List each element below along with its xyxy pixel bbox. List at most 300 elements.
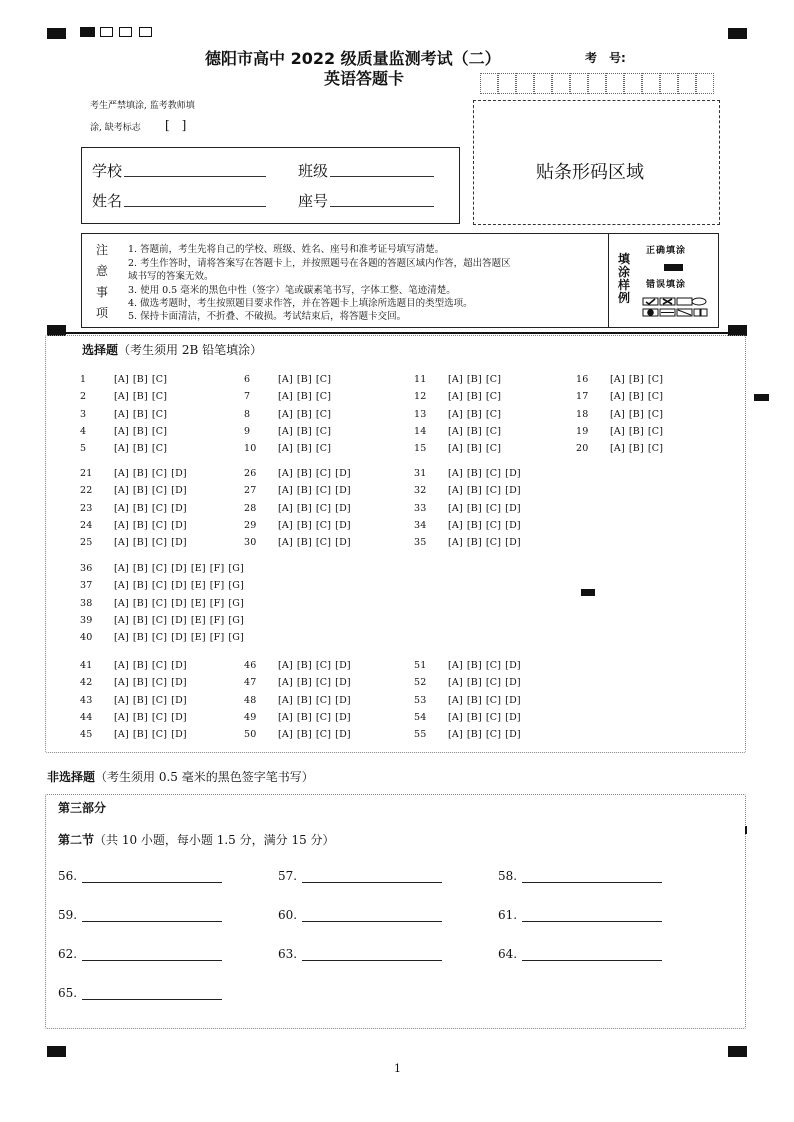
option-bubble-b[interactable]: [B] bbox=[466, 660, 482, 671]
option-bubble-d[interactable]: [D] bbox=[335, 711, 351, 723]
option-bubble-b[interactable]: [B] bbox=[628, 425, 644, 437]
option-bubble-a[interactable]: [A] bbox=[114, 729, 129, 741]
exam-title: 德阳市高中 2022 级质量监测考试（二） bbox=[205, 49, 501, 68]
option-bubble-b[interactable]: [B] bbox=[296, 391, 312, 403]
option-bubble-a[interactable]: [A] bbox=[448, 711, 463, 723]
option-bubble-a[interactable]: [A] bbox=[278, 694, 293, 706]
option-bubble-c[interactable]: [C] bbox=[151, 614, 168, 626]
option-bubble-a[interactable]: [A] bbox=[114, 660, 129, 671]
option-bubble-a[interactable]: [A] bbox=[278, 729, 293, 741]
option-bubble-g[interactable]: [G] bbox=[228, 614, 244, 626]
answer-line[interactable] bbox=[302, 921, 442, 922]
option-bubble-c[interactable]: [C] bbox=[315, 374, 332, 385]
option-bubble-b[interactable]: [B] bbox=[132, 468, 148, 479]
option-bubble-a[interactable]: [A] bbox=[278, 391, 293, 403]
option-bubble-d[interactable]: [D] bbox=[171, 597, 187, 609]
question-row bbox=[80, 426, 171, 437]
question-number: 1 bbox=[80, 374, 87, 385]
option-bubble-a[interactable]: [A] bbox=[278, 374, 293, 385]
option-bubble-c[interactable]: [C] bbox=[485, 677, 502, 689]
option-bubble-c[interactable]: [C] bbox=[315, 502, 332, 514]
option-bubble-b[interactable]: [B] bbox=[466, 425, 482, 437]
option-bubble-b[interactable]: [B] bbox=[628, 443, 644, 455]
option-bubble-a[interactable]: [A] bbox=[278, 677, 293, 689]
answer-line[interactable] bbox=[302, 882, 442, 883]
option-bubble-g[interactable]: [G] bbox=[228, 580, 244, 592]
option-bubble-a[interactable]: [A] bbox=[278, 468, 293, 479]
option-bubble-a[interactable]: [A] bbox=[114, 632, 129, 644]
option-bubble-c[interactable]: [C] bbox=[151, 443, 168, 455]
answer-number: 59. bbox=[58, 908, 78, 922]
option-bubble-a[interactable]: [A] bbox=[278, 485, 293, 497]
option-bubble-a[interactable]: [A] bbox=[448, 677, 463, 689]
option-bubble-a[interactable]: [A] bbox=[448, 391, 463, 403]
option-bubble-c[interactable]: [C] bbox=[151, 660, 168, 671]
option-bubble-c[interactable]: [C] bbox=[315, 677, 332, 689]
option-bubble-c[interactable]: [C] bbox=[151, 597, 168, 609]
option-bubble-a[interactable]: [A] bbox=[114, 443, 129, 455]
class-field[interactable] bbox=[330, 176, 434, 177]
option-bubble-c[interactable]: [C] bbox=[315, 485, 332, 497]
question-row bbox=[244, 695, 355, 706]
option-bubble-b[interactable]: [B] bbox=[132, 563, 148, 574]
option-bubble-b[interactable]: [B] bbox=[628, 408, 644, 420]
question-row bbox=[244, 468, 355, 479]
option-bubble-d[interactable]: [D] bbox=[171, 694, 187, 706]
option-bubble-a[interactable]: [A] bbox=[114, 537, 129, 549]
seat-field[interactable] bbox=[330, 206, 434, 207]
option-bubble-a[interactable]: [A] bbox=[448, 374, 463, 385]
option-bubble-b[interactable]: [B] bbox=[466, 443, 482, 455]
answer-line[interactable] bbox=[82, 999, 222, 1000]
option-bubble-b[interactable]: [B] bbox=[296, 660, 312, 671]
option-bubble-d[interactable]: [D] bbox=[505, 537, 521, 549]
option-bubble-c[interactable]: [C] bbox=[151, 632, 168, 644]
option-bubble-c[interactable]: [C] bbox=[315, 694, 332, 706]
part-title: 第三部分 bbox=[58, 801, 107, 815]
answer-line[interactable] bbox=[82, 882, 222, 883]
option-bubble-a[interactable]: [A] bbox=[114, 614, 129, 626]
option-bubble-c[interactable]: [C] bbox=[485, 485, 502, 497]
option-bubble-c[interactable]: [C] bbox=[151, 502, 168, 514]
option-bubble-f[interactable]: [F] bbox=[209, 614, 225, 626]
question-number: 39 bbox=[80, 614, 93, 626]
option-bubble-d[interactable]: [D] bbox=[335, 537, 351, 549]
option-bubble-c[interactable]: [C] bbox=[485, 711, 502, 723]
option-bubble-c[interactable]: [C] bbox=[485, 694, 502, 706]
option-bubble-b[interactable]: [B] bbox=[132, 391, 148, 403]
option-bubble-a[interactable]: [A] bbox=[114, 485, 129, 497]
answer-number: 65. bbox=[58, 986, 78, 1000]
option-bubble-a[interactable]: [A] bbox=[114, 502, 129, 514]
option-bubble-c[interactable]: [C] bbox=[151, 519, 168, 531]
option-bubble-a[interactable]: [A] bbox=[114, 391, 129, 403]
option-bubble-b[interactable]: [B] bbox=[132, 677, 148, 689]
question-number: 43 bbox=[80, 694, 93, 706]
option-bubble-c[interactable]: [C] bbox=[151, 485, 168, 497]
option-bubble-c[interactable]: [C] bbox=[485, 443, 502, 455]
option-bubble-c[interactable]: [C] bbox=[315, 729, 332, 741]
option-bubble-a[interactable]: [A] bbox=[448, 408, 463, 420]
option-bubble-a[interactable]: [A] bbox=[610, 443, 625, 455]
option-bubble-d[interactable]: [D] bbox=[505, 694, 521, 706]
option-bubble-d[interactable]: [D] bbox=[171, 468, 187, 479]
option-bubble-d[interactable]: [D] bbox=[505, 502, 521, 514]
option-bubble-c[interactable]: [C] bbox=[485, 391, 502, 403]
option-bubble-a[interactable]: [A] bbox=[448, 537, 463, 549]
option-bubble-b[interactable]: [B] bbox=[628, 391, 644, 403]
option-bubble-a[interactable]: [A] bbox=[278, 711, 293, 723]
option-bubble-c[interactable]: [C] bbox=[647, 374, 664, 385]
question-number: 32 bbox=[414, 485, 427, 497]
option-bubble-c[interactable]: [C] bbox=[315, 711, 332, 723]
answer-number: 62. bbox=[58, 947, 78, 961]
option-bubble-d[interactable]: [D] bbox=[171, 632, 187, 644]
option-bubble-d[interactable]: [D] bbox=[171, 711, 187, 723]
option-bubble-c[interactable]: [C] bbox=[647, 425, 664, 437]
option-bubble-b[interactable]: [B] bbox=[466, 537, 482, 549]
option-bubble-a[interactable]: [A] bbox=[448, 468, 463, 479]
option-bubble-a[interactable]: [A] bbox=[114, 425, 129, 437]
question-row bbox=[80, 520, 191, 531]
option-bubble-a[interactable]: [A] bbox=[114, 711, 129, 723]
option-bubble-d[interactable]: [D] bbox=[505, 468, 521, 479]
option-bubble-b[interactable]: [B] bbox=[466, 485, 482, 497]
option-bubble-a[interactable]: [A] bbox=[448, 729, 463, 741]
page-number: 1 bbox=[394, 1062, 401, 1075]
option-bubble-a[interactable]: [A] bbox=[114, 468, 129, 479]
correct-fill-label: 正确填涂 bbox=[646, 246, 687, 256]
question-row bbox=[80, 615, 248, 626]
option-bubble-g[interactable]: [G] bbox=[228, 563, 244, 574]
question-number: 21 bbox=[80, 468, 93, 479]
question-number: 8 bbox=[244, 408, 251, 420]
option-bubble-c[interactable]: [C] bbox=[485, 502, 502, 514]
question-row bbox=[80, 443, 171, 454]
option-bubble-b[interactable]: [B] bbox=[296, 729, 312, 741]
option-bubble-c[interactable]: [C] bbox=[151, 711, 168, 723]
option-bubble-b[interactable]: [B] bbox=[132, 660, 148, 671]
option-bubble-b[interactable]: [B] bbox=[132, 711, 148, 723]
option-bubble-b[interactable]: [B] bbox=[466, 374, 482, 385]
question-number: 34 bbox=[414, 519, 427, 531]
option-bubble-e[interactable]: [E] bbox=[190, 580, 206, 592]
option-bubble-d[interactable]: [D] bbox=[505, 729, 521, 741]
option-bubble-b[interactable]: [B] bbox=[132, 408, 148, 420]
option-bubble-b[interactable]: [B] bbox=[466, 408, 482, 420]
option-bubble-c[interactable]: [C] bbox=[485, 660, 502, 671]
option-bubble-c[interactable]: [C] bbox=[485, 537, 502, 549]
option-bubble-f[interactable]: [F] bbox=[209, 632, 225, 644]
option-bubble-g[interactable]: [G] bbox=[228, 597, 244, 609]
option-bubble-a[interactable]: [A] bbox=[448, 443, 463, 455]
question-number: 29 bbox=[244, 519, 257, 531]
option-bubble-b[interactable]: [B] bbox=[132, 374, 148, 385]
option-bubble-d[interactable]: [D] bbox=[505, 485, 521, 497]
option-bubble-c[interactable]: [C] bbox=[647, 408, 664, 420]
question-number: 7 bbox=[244, 391, 251, 403]
option-bubble-e[interactable]: [E] bbox=[190, 614, 206, 626]
question-number: 55 bbox=[414, 729, 427, 741]
answer-number: 61. bbox=[498, 908, 518, 922]
option-bubble-f[interactable]: [F] bbox=[209, 597, 225, 609]
option-bubble-a[interactable]: [A] bbox=[114, 580, 129, 592]
option-bubble-a[interactable]: [A] bbox=[278, 502, 293, 514]
question-number: 14 bbox=[414, 425, 427, 437]
option-bubble-d[interactable]: [D] bbox=[335, 729, 351, 741]
absent-checkbox[interactable]: [ ] bbox=[165, 118, 187, 132]
option-bubble-b[interactable]: [B] bbox=[296, 443, 312, 455]
option-bubble-c[interactable]: [C] bbox=[315, 519, 332, 531]
absent-note-line1: 考生严禁填涂, 监考教师填 bbox=[90, 101, 195, 111]
option-bubble-c[interactable]: [C] bbox=[647, 443, 664, 455]
option-bubble-c[interactable]: [C] bbox=[315, 391, 332, 403]
option-bubble-d[interactable]: [D] bbox=[171, 485, 187, 497]
option-bubble-b[interactable]: [B] bbox=[296, 408, 312, 420]
option-bubble-e[interactable]: [E] bbox=[190, 563, 206, 574]
option-bubble-d[interactable]: [D] bbox=[171, 502, 187, 514]
option-bubble-a[interactable]: [A] bbox=[448, 485, 463, 497]
option-bubble-b[interactable]: [B] bbox=[132, 502, 148, 514]
option-bubble-b[interactable]: [B] bbox=[132, 729, 148, 741]
question-row bbox=[244, 503, 355, 514]
question-number: 35 bbox=[414, 537, 427, 549]
sample-label: 填 涂 样 例 bbox=[617, 252, 630, 305]
option-bubble-b[interactable]: [B] bbox=[296, 485, 312, 497]
question-row bbox=[576, 391, 667, 402]
question-row bbox=[244, 391, 335, 402]
question-row bbox=[80, 632, 248, 643]
option-bubble-e[interactable]: [E] bbox=[190, 632, 206, 644]
option-bubble-b[interactable]: [B] bbox=[132, 694, 148, 706]
option-bubble-d[interactable]: [D] bbox=[171, 660, 187, 671]
option-bubble-d[interactable]: [D] bbox=[335, 519, 351, 531]
answer-number: 56. bbox=[58, 869, 78, 883]
answer-line[interactable] bbox=[522, 882, 662, 883]
question-row bbox=[80, 695, 191, 706]
answer-line[interactable] bbox=[82, 960, 222, 961]
option-bubble-c[interactable]: [C] bbox=[151, 729, 168, 741]
option-bubble-b[interactable]: [B] bbox=[628, 374, 644, 385]
answer-number: 58. bbox=[498, 869, 518, 883]
option-bubble-a[interactable]: [A] bbox=[114, 563, 129, 574]
option-bubble-c[interactable]: [C] bbox=[151, 408, 168, 420]
option-bubble-d[interactable]: [D] bbox=[171, 519, 187, 531]
barcode-area-label: 贴条形码区域 bbox=[536, 162, 644, 183]
option-bubble-d[interactable]: [D] bbox=[335, 660, 351, 671]
option-bubble-a[interactable]: [A] bbox=[114, 677, 129, 689]
option-bubble-c[interactable]: [C] bbox=[151, 374, 168, 385]
class-label: 班级 bbox=[298, 162, 329, 180]
option-bubble-c[interactable]: [C] bbox=[485, 374, 502, 385]
question-row bbox=[80, 503, 191, 514]
school-field[interactable] bbox=[124, 176, 266, 177]
question-row bbox=[80, 537, 191, 548]
option-bubble-b[interactable]: [B] bbox=[296, 694, 312, 706]
option-bubble-b[interactable]: [B] bbox=[296, 468, 312, 479]
option-bubble-a[interactable]: [A] bbox=[610, 374, 625, 385]
option-bubble-g[interactable]: [G] bbox=[228, 632, 244, 644]
question-number: 19 bbox=[576, 425, 589, 437]
option-bubble-b[interactable]: [B] bbox=[132, 519, 148, 531]
name-label: 姓名 bbox=[92, 192, 123, 210]
student-info-box bbox=[81, 147, 460, 224]
option-bubble-d[interactable]: [D] bbox=[171, 729, 187, 741]
option-bubble-b[interactable]: [B] bbox=[132, 537, 148, 549]
option-bubble-a[interactable]: [A] bbox=[114, 374, 129, 385]
option-bubble-c[interactable]: [C] bbox=[151, 425, 168, 437]
option-bubble-a[interactable]: [A] bbox=[114, 408, 129, 420]
option-bubble-b[interactable]: [B] bbox=[132, 425, 148, 437]
choice-section-title: 选择题（考生须用 2B 铅笔填涂） bbox=[82, 343, 263, 357]
question-number: 49 bbox=[244, 711, 257, 723]
section-title: 第二节（共 10 小题，每小题 1.5 分，满分 15 分） bbox=[58, 833, 335, 847]
option-bubble-d[interactable]: [D] bbox=[505, 677, 521, 689]
question-number: 24 bbox=[80, 519, 93, 531]
option-bubble-a[interactable]: [A] bbox=[448, 519, 463, 531]
option-bubble-d[interactable]: [D] bbox=[171, 537, 187, 549]
option-bubble-b[interactable]: [B] bbox=[296, 519, 312, 531]
option-bubble-a[interactable]: [A] bbox=[278, 408, 293, 420]
notice-item: 2. 考生作答时，请将答案写在答题卡上，并按照题号在各题的答题区域内作答，超出答题区 bbox=[128, 258, 511, 269]
question-number: 52 bbox=[414, 677, 427, 689]
answer-number: 63. bbox=[278, 947, 298, 961]
option-bubble-c[interactable]: [C] bbox=[485, 519, 502, 531]
option-bubble-a[interactable]: [A] bbox=[610, 425, 625, 437]
option-bubble-a[interactable]: [A] bbox=[448, 425, 463, 437]
option-bubble-a[interactable]: [A] bbox=[114, 597, 129, 609]
option-bubble-b[interactable]: [B] bbox=[296, 374, 312, 385]
option-bubble-d[interactable]: [D] bbox=[505, 711, 521, 723]
option-bubble-a[interactable]: [A] bbox=[610, 408, 625, 420]
option-bubble-c[interactable]: [C] bbox=[315, 443, 332, 455]
option-bubble-b[interactable]: [B] bbox=[296, 537, 312, 549]
option-bubble-f[interactable]: [F] bbox=[209, 563, 225, 574]
option-bubble-b[interactable]: [B] bbox=[132, 597, 148, 609]
option-bubble-a[interactable]: [A] bbox=[278, 660, 293, 671]
option-bubble-b[interactable]: [B] bbox=[466, 519, 482, 531]
question-number: 41 bbox=[80, 660, 93, 671]
option-bubble-b[interactable]: [B] bbox=[466, 711, 482, 723]
question-number: 22 bbox=[80, 485, 93, 497]
option-bubble-b[interactable]: [B] bbox=[296, 711, 312, 723]
option-bubble-a[interactable]: [A] bbox=[114, 519, 129, 531]
option-bubble-d[interactable]: [D] bbox=[171, 677, 187, 689]
option-bubble-c[interactable]: [C] bbox=[151, 391, 168, 403]
option-bubble-d[interactable]: [D] bbox=[505, 519, 521, 531]
option-bubble-b[interactable]: [B] bbox=[296, 425, 312, 437]
option-bubble-c[interactable]: [C] bbox=[485, 468, 502, 479]
id-square bbox=[119, 27, 132, 37]
question-number: 50 bbox=[244, 729, 257, 741]
option-bubble-c[interactable]: [C] bbox=[315, 468, 332, 479]
answer-line[interactable] bbox=[522, 960, 662, 961]
option-bubble-b[interactable]: [B] bbox=[132, 580, 148, 592]
option-bubble-b[interactable]: [B] bbox=[466, 677, 482, 689]
option-bubble-d[interactable]: [D] bbox=[171, 614, 187, 626]
option-bubble-c[interactable]: [C] bbox=[315, 408, 332, 420]
option-bubble-c[interactable]: [C] bbox=[151, 563, 168, 574]
absent-note-line2: 涂, 缺考标志 bbox=[90, 123, 141, 133]
option-bubble-c[interactable]: [C] bbox=[151, 468, 168, 479]
option-bubble-c[interactable]: [C] bbox=[485, 425, 502, 437]
option-bubble-b[interactable]: [B] bbox=[466, 468, 482, 479]
question-number: 20 bbox=[576, 443, 589, 455]
option-bubble-c[interactable]: [C] bbox=[315, 537, 332, 549]
option-bubble-c[interactable]: [C] bbox=[315, 425, 332, 437]
option-bubble-b[interactable]: [B] bbox=[466, 391, 482, 403]
question-row bbox=[80, 374, 171, 385]
question-number: 6 bbox=[244, 374, 251, 385]
question-number: 25 bbox=[80, 537, 93, 549]
option-bubble-a[interactable]: [A] bbox=[278, 425, 293, 437]
option-bubble-d[interactable]: [D] bbox=[335, 677, 351, 689]
option-bubble-a[interactable]: [A] bbox=[610, 391, 625, 403]
option-bubble-d[interactable]: [D] bbox=[335, 694, 351, 706]
option-bubble-c[interactable]: [C] bbox=[151, 677, 168, 689]
option-bubble-c[interactable]: [C] bbox=[647, 391, 664, 403]
question-number: 27 bbox=[244, 485, 257, 497]
option-bubble-a[interactable]: [A] bbox=[114, 694, 129, 706]
question-row bbox=[414, 677, 525, 688]
option-bubble-d[interactable]: [D] bbox=[335, 502, 351, 514]
question-number: 9 bbox=[244, 425, 251, 437]
option-bubble-c[interactable]: [C] bbox=[485, 729, 502, 741]
option-bubble-d[interactable]: [D] bbox=[335, 468, 351, 479]
question-row bbox=[244, 729, 355, 740]
option-bubble-a[interactable]: [A] bbox=[448, 502, 463, 514]
option-bubble-d[interactable]: [D] bbox=[335, 485, 351, 497]
option-bubble-b[interactable]: [B] bbox=[132, 614, 148, 626]
option-bubble-b[interactable]: [B] bbox=[466, 502, 482, 514]
option-bubble-c[interactable]: [C] bbox=[151, 694, 168, 706]
answer-line[interactable] bbox=[522, 921, 662, 922]
option-bubble-c[interactable]: [C] bbox=[315, 660, 332, 671]
option-bubble-c[interactable]: [C] bbox=[151, 580, 168, 592]
option-bubble-c[interactable]: [C] bbox=[485, 408, 502, 420]
option-bubble-a[interactable]: [A] bbox=[448, 694, 463, 706]
option-bubble-a[interactable]: [A] bbox=[278, 519, 293, 531]
option-bubble-f[interactable]: [F] bbox=[209, 580, 225, 592]
option-bubble-b[interactable]: [B] bbox=[132, 443, 148, 455]
question-number: 44 bbox=[80, 711, 93, 723]
answer-line[interactable] bbox=[82, 921, 222, 922]
question-number: 10 bbox=[244, 443, 257, 455]
option-bubble-b[interactable]: [B] bbox=[132, 632, 148, 644]
answer-line[interactable] bbox=[302, 960, 442, 961]
option-bubble-e[interactable]: [E] bbox=[190, 597, 206, 609]
option-bubble-a[interactable]: [A] bbox=[278, 443, 293, 455]
option-bubble-b[interactable]: [B] bbox=[296, 677, 312, 689]
question-number: 54 bbox=[414, 711, 427, 723]
option-bubble-b[interactable]: [B] bbox=[296, 502, 312, 514]
name-field[interactable] bbox=[124, 206, 266, 207]
option-bubble-d[interactable]: [D] bbox=[171, 563, 187, 574]
option-bubble-a[interactable]: [A] bbox=[278, 537, 293, 549]
option-bubble-c[interactable]: [C] bbox=[151, 537, 168, 549]
question-row bbox=[80, 677, 191, 688]
option-bubble-b[interactable]: [B] bbox=[466, 729, 482, 741]
question-number: 37 bbox=[80, 580, 93, 592]
question-number: 17 bbox=[576, 391, 589, 403]
question-number: 46 bbox=[244, 660, 257, 671]
option-bubble-b[interactable]: [B] bbox=[132, 485, 148, 497]
option-bubble-d[interactable]: [D] bbox=[505, 660, 521, 671]
option-bubble-d[interactable]: [D] bbox=[171, 580, 187, 592]
option-bubble-b[interactable]: [B] bbox=[466, 694, 482, 706]
question-row bbox=[414, 391, 505, 402]
option-bubble-a[interactable]: [A] bbox=[448, 660, 463, 671]
